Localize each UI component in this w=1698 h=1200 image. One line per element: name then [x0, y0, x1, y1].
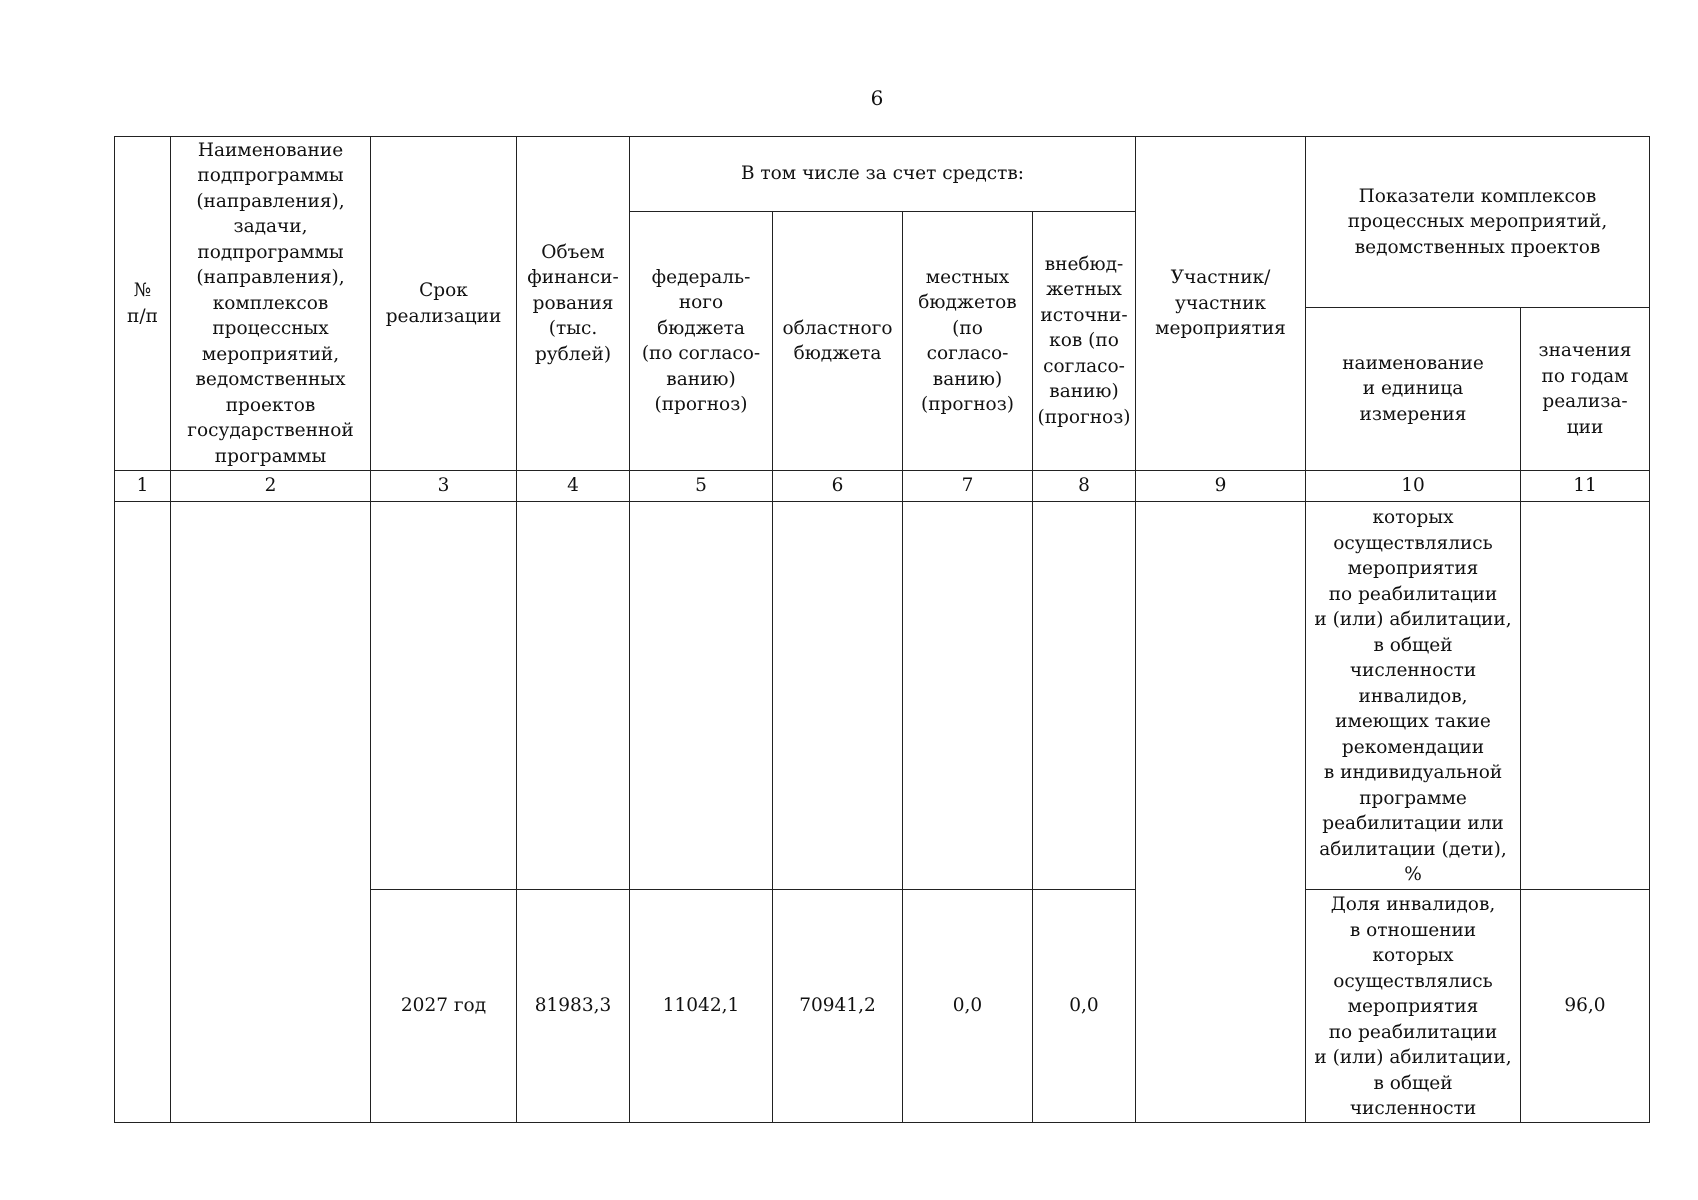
column-number: 7	[903, 471, 1033, 502]
header-local: местных бюджетов (по согласо- ванию) (прогноз)	[903, 212, 1033, 471]
header-total-funding: Объем финанси- рования (тыс. рублей)	[517, 137, 630, 471]
program-table	[114, 136, 1650, 1123]
cell-indicator: Доля инвалидов, в отношении которых осуществлялись мероприятия по реабилитации и (или) абилитации, в общей численности	[1306, 890, 1521, 1123]
cell-federal: 11042,1	[630, 890, 773, 1123]
column-number: 2	[171, 471, 371, 502]
header-participant: Участник/ участник мероприятия	[1136, 137, 1306, 471]
column-number: 6	[773, 471, 903, 502]
cell-federal	[630, 502, 773, 890]
column-number: 8	[1033, 471, 1136, 502]
header-funds-group: В том числе за счет средств:	[630, 137, 1136, 212]
header-number: № п/п	[115, 137, 171, 471]
column-number: 4	[517, 471, 630, 502]
header-federal: федераль- ного бюджета (по согласо- ванию) (прогноз)	[630, 212, 773, 471]
header-regional: областного бюджета	[773, 212, 903, 471]
header-name: Наименование подпрограммы (направления), задачи, подпрограммы (направления), комплексов процессных мероприятий, ведомственных проектов государственной программы	[171, 137, 371, 471]
header-row-1	[115, 137, 1650, 212]
header-indicator-values: значения по годам реализа- ции	[1521, 308, 1650, 471]
cell-number	[115, 502, 171, 1123]
column-number: 10	[1306, 471, 1521, 502]
cell-indicator-continued: которых осуществлялись мероприятия по реабилитации и (или) абилитации, в общей численности инвалидов, имеющих такие рекомендации в индивидуальной программе реабилитации или абилитации (дети), %	[1306, 502, 1521, 890]
header-extrabudget: внебюд- жетных источни- ков (по согласо- ванию) (прогноз)	[1033, 212, 1136, 471]
cell-period	[371, 502, 517, 890]
header-period: Срок реализации	[371, 137, 517, 471]
cell-extra	[1033, 502, 1136, 890]
cell-regional	[773, 502, 903, 890]
column-number: 11	[1521, 471, 1650, 502]
page-number: 6	[870, 86, 884, 110]
cell-local: 0,0	[903, 890, 1033, 1123]
table-row-continued	[115, 502, 1650, 890]
cell-extra: 0,0	[1033, 890, 1136, 1123]
column-number: 3	[371, 471, 517, 502]
column-number: 9	[1136, 471, 1306, 502]
cell-total	[517, 502, 630, 890]
cell-name	[171, 502, 371, 1123]
cell-participant	[1136, 502, 1306, 1123]
header-indicator-name: наименование и единица измерения	[1306, 308, 1521, 471]
cell-regional: 70941,2	[773, 890, 903, 1123]
column-number: 5	[630, 471, 773, 502]
cell-total: 81983,3	[517, 890, 630, 1123]
cell-value	[1521, 502, 1650, 890]
cell-local	[903, 502, 1033, 890]
cell-value: 96,0	[1521, 890, 1650, 1123]
header-indicators-group: Показатели комплексов процессных мероприятий, ведомственных проектов	[1306, 137, 1650, 308]
cell-period: 2027 год	[371, 890, 517, 1123]
column-number: 1	[115, 471, 171, 502]
column-number-row	[115, 471, 1650, 502]
